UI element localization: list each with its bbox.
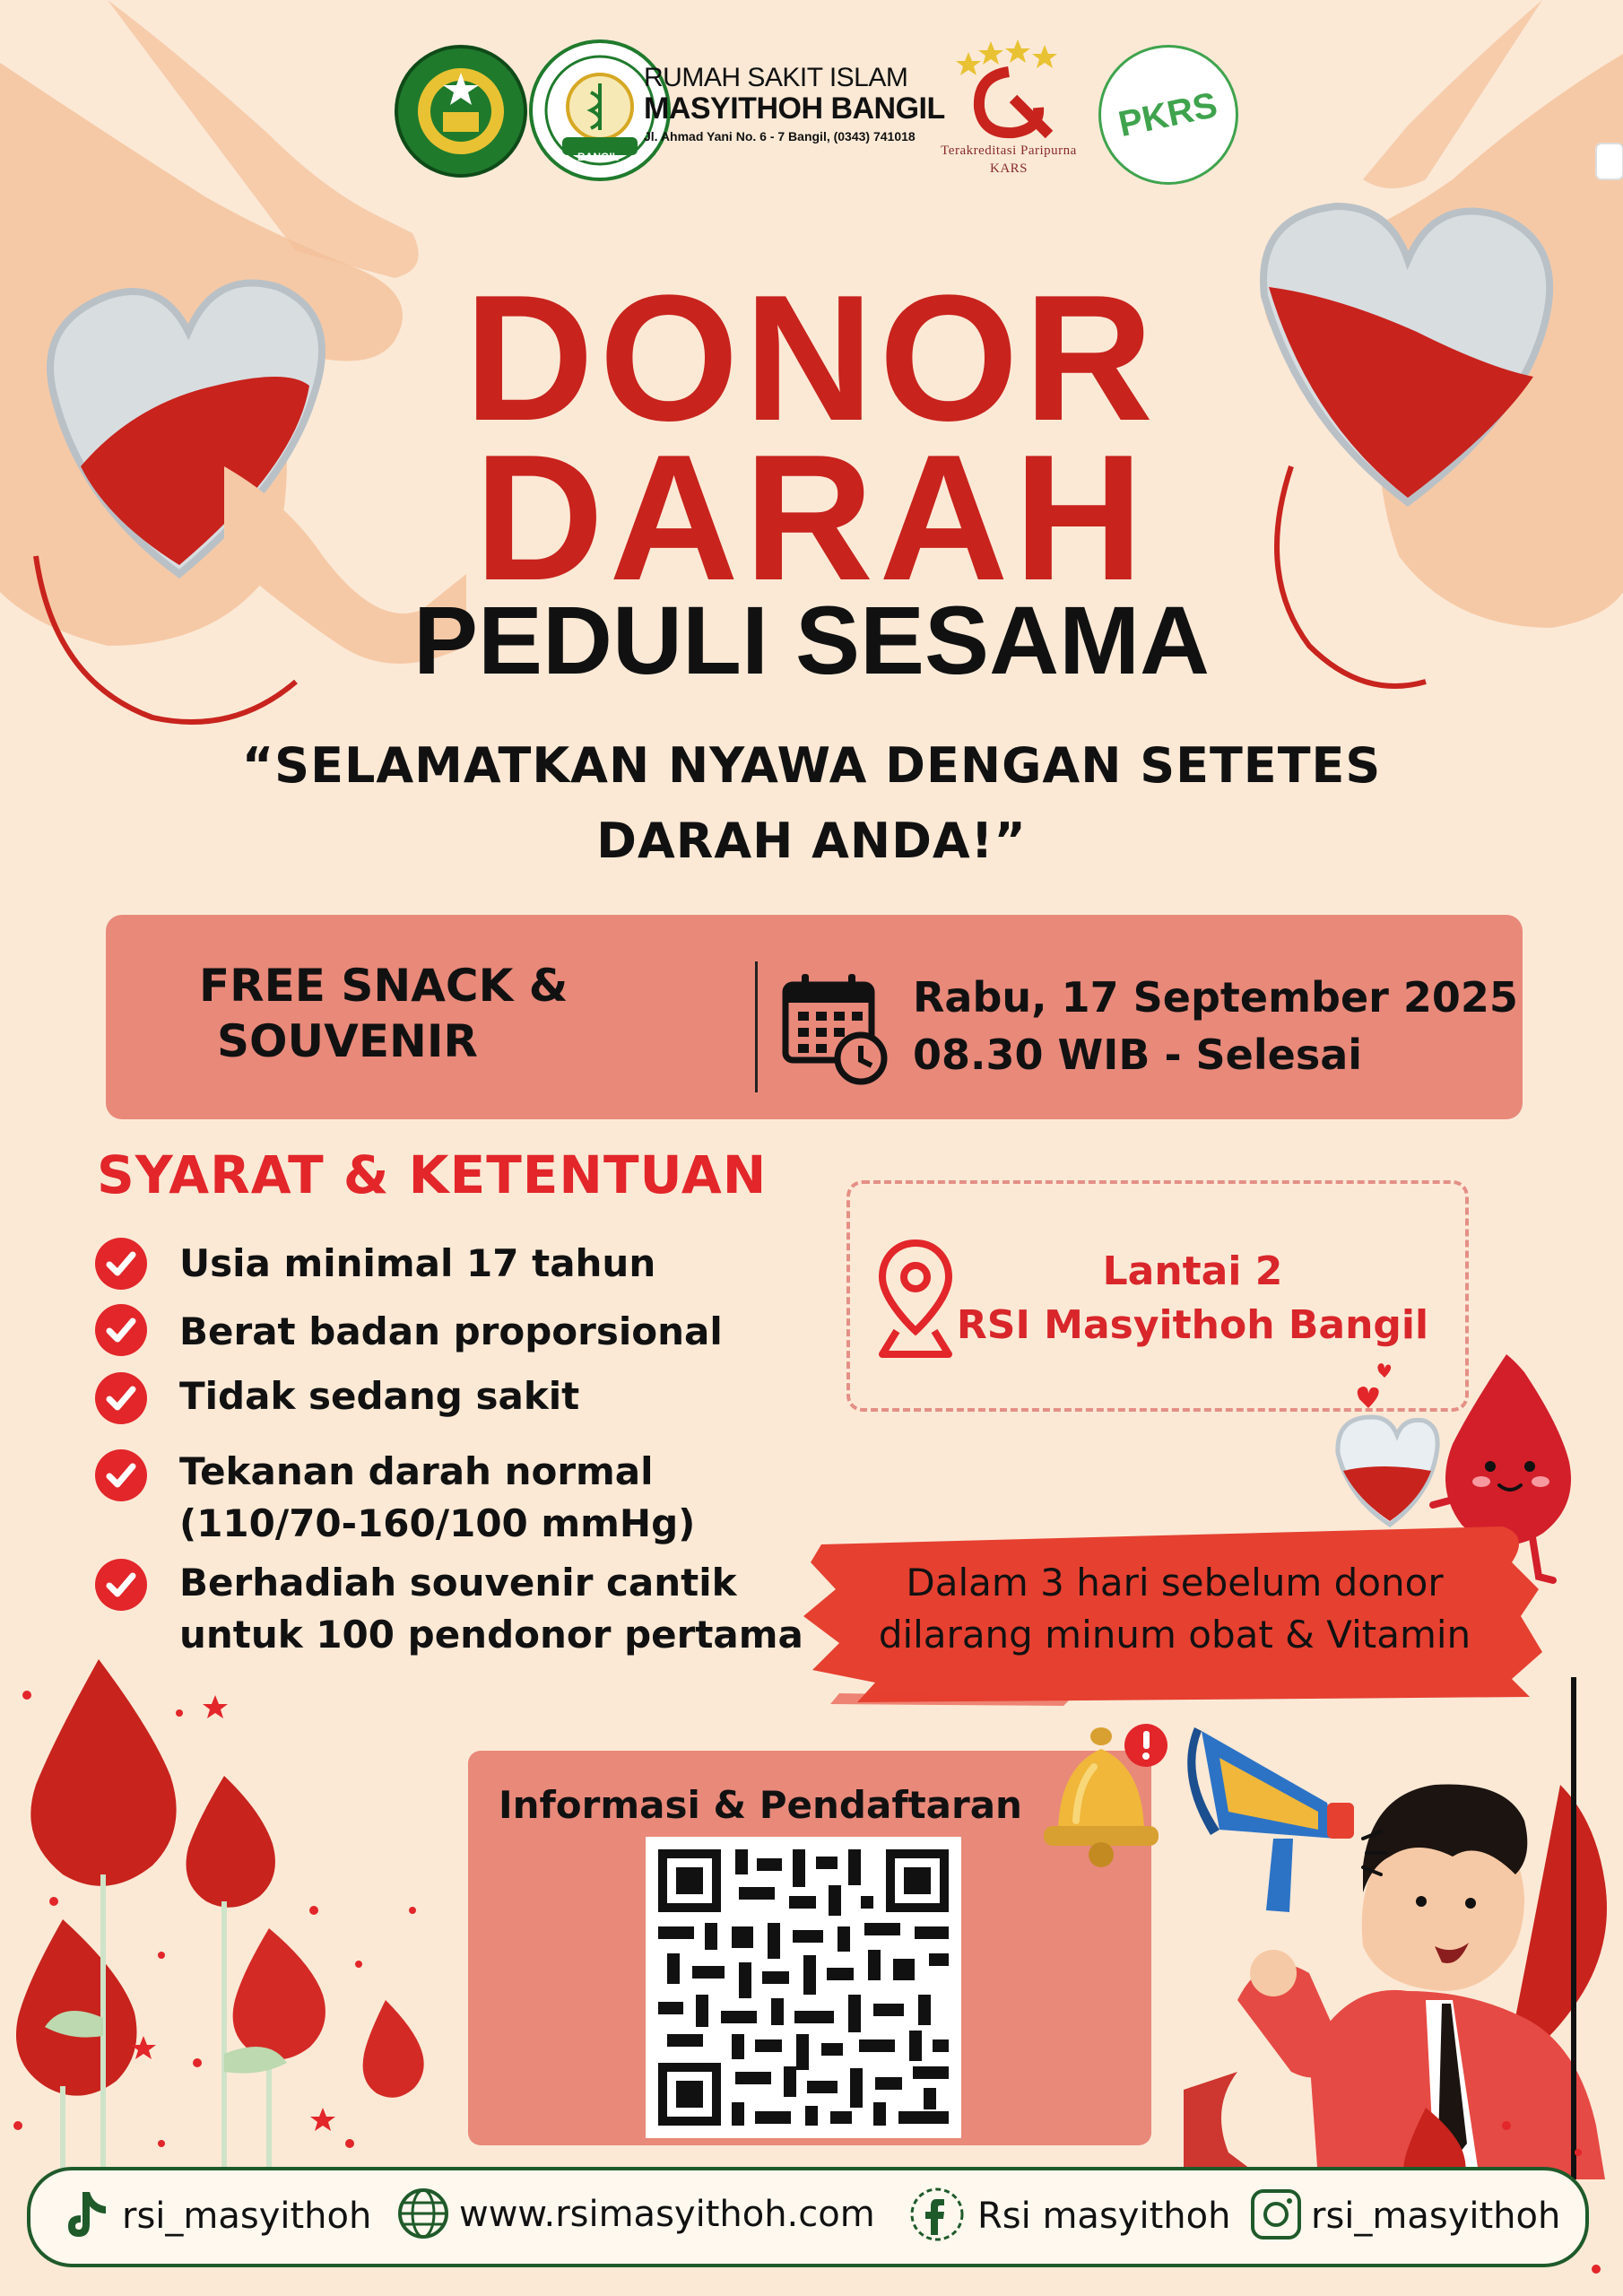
hospital-name-line1: RUMAH SAKIT ISLAM xyxy=(644,63,908,92)
subtitle: PEDULI SESAMA xyxy=(412,586,1211,694)
requirement-item-4 xyxy=(179,1446,695,1550)
rsi-logo-bottom-text: BANGIL xyxy=(577,151,619,163)
hospital-name-line2: MASYITHOH BANGIL xyxy=(644,91,945,126)
facebook-icon xyxy=(906,2183,968,2246)
location-pin-icon xyxy=(875,1238,956,1360)
star-emblem-icon xyxy=(412,62,510,161)
checkmark-icon xyxy=(95,1372,147,1424)
warning-line-1: Dalam 3 hari sebelum donor xyxy=(906,1561,1444,1605)
globe-icon xyxy=(395,2185,452,2242)
pkrs-center-text: PKRS xyxy=(1115,84,1221,144)
requirement-text: Berat badan proporsional xyxy=(179,1309,723,1353)
instagram-icon xyxy=(1248,2187,1304,2242)
registration-qr-code-icon xyxy=(646,1837,961,2138)
perk-line-1: FREE SNACK & xyxy=(199,960,568,1012)
title-line-1: DONOR xyxy=(464,258,1159,458)
notification-bell-icon xyxy=(1031,1713,1184,1874)
requirements-title: SYARAT & KETENTUAN xyxy=(97,1144,768,1205)
location-text xyxy=(950,1245,1435,1352)
blood-drops-decoration xyxy=(0,1641,466,2197)
quote-line-2: DARAH ANDA!” xyxy=(596,813,1027,869)
event-date: Rabu, 17 September 2025 xyxy=(913,973,1518,1022)
requirement-item-2 xyxy=(179,1306,723,1358)
event-time: 08.30 WIB - Selesai xyxy=(913,1031,1363,1079)
tiktok-handle[interactable]: rsi_masyithoh xyxy=(122,2196,372,2237)
calendar-clock-icon xyxy=(780,972,888,1085)
requirement-text: Berhadiah souvenir cantik xyxy=(179,1561,737,1605)
hospital-address: Jl. Ahmad Yani No. 6 - 7 Bangil, (0343) 741018 xyxy=(644,129,916,144)
checkmark-icon xyxy=(95,1449,147,1501)
facebook-handle[interactable]: Rsi masyithoh xyxy=(977,2196,1231,2237)
website-link[interactable]: www.rsimasyithoh.com xyxy=(459,2194,875,2235)
checkmark-icon xyxy=(95,1304,147,1356)
perk-text xyxy=(199,958,568,1069)
requirement-text: Tekanan darah normal xyxy=(179,1449,654,1493)
requirement-text-detail: untuk 100 pendonor pertama xyxy=(179,1613,803,1657)
requirement-text-detail: (110/70-160/100 mmHg) xyxy=(179,1501,696,1545)
warning-line-2: dilarang minum obat & Vitamin xyxy=(878,1613,1471,1657)
perk-line-2: SOUVENIR xyxy=(217,1015,478,1067)
warning-text xyxy=(834,1557,1515,1661)
checkmark-icon xyxy=(95,1238,147,1290)
ministry-logo xyxy=(395,45,527,178)
requirement-text: Usia minimal 17 tahun xyxy=(179,1241,656,1285)
pkrs-logo xyxy=(1098,45,1238,185)
tiktok-icon xyxy=(61,2188,115,2242)
instagram-handle[interactable]: rsi_masyithoh xyxy=(1311,2196,1561,2237)
quote-line-1: “SELAMATKAN NYAWA DENGAN SETETES xyxy=(241,737,1382,794)
requirement-item-1 xyxy=(179,1238,655,1290)
location-venue: RSI Masyithoh Bangil xyxy=(956,1302,1429,1348)
registration-title: Informasi & Pendaftaran xyxy=(499,1783,1022,1827)
accreditation-line2: KARS xyxy=(989,161,1028,176)
location-floor: Lantai 2 xyxy=(1102,1248,1283,1294)
kars-accreditation-icon xyxy=(950,36,1067,144)
requirement-text: Tidak sedang sakit xyxy=(179,1374,580,1418)
band-divider xyxy=(755,961,758,1092)
requirement-item-3 xyxy=(179,1370,579,1422)
accreditation-line1: Terakreditasi Paripurna xyxy=(941,144,1077,158)
checkmark-icon xyxy=(95,1559,147,1611)
event-schedule xyxy=(913,969,1518,1083)
title-line-2: DARAH xyxy=(473,418,1150,618)
